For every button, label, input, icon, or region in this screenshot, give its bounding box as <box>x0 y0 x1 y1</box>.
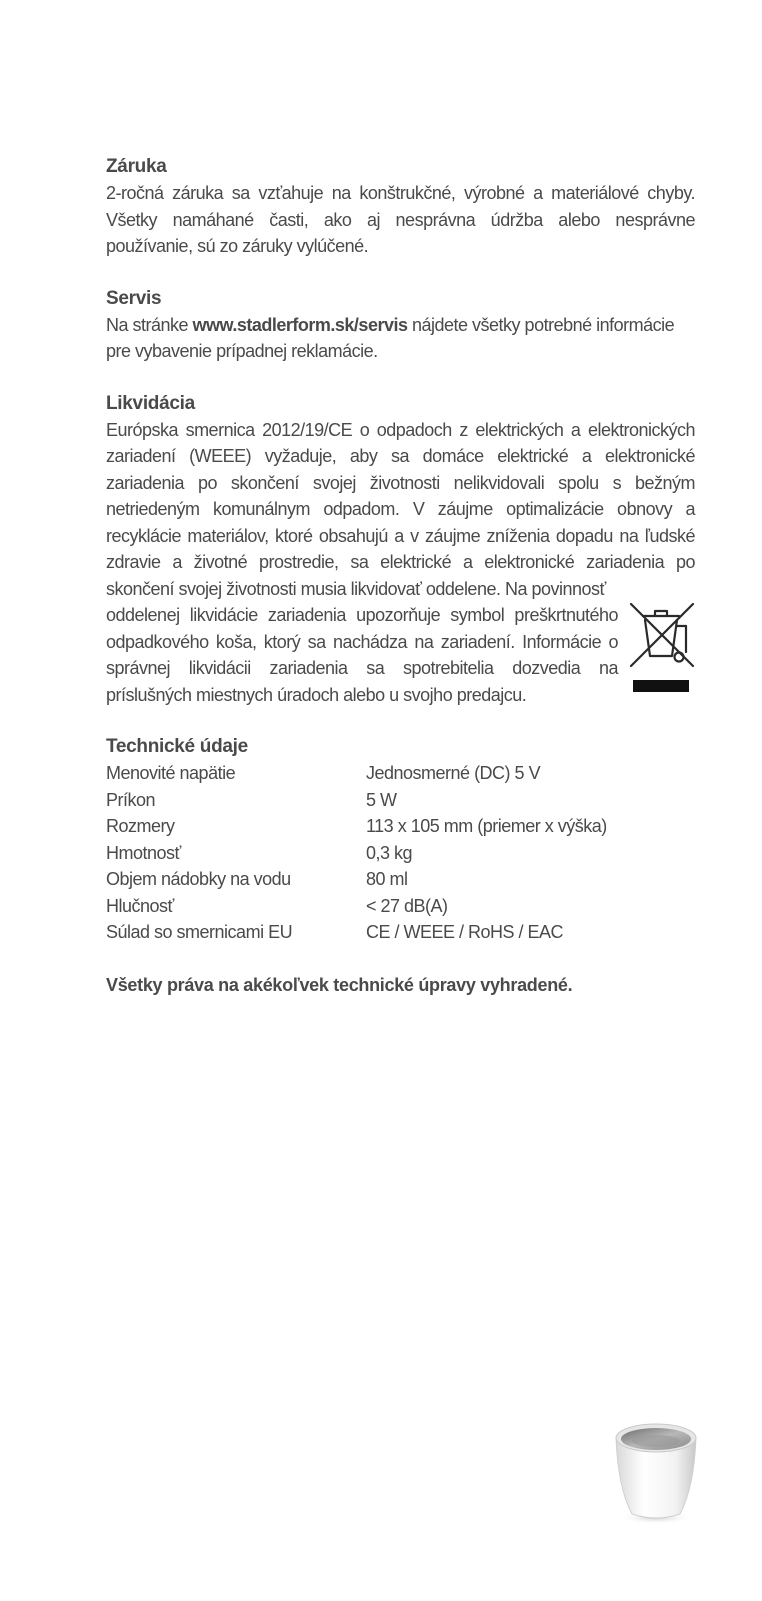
spec-label: Menovité napätie <box>106 763 236 783</box>
spec-value: CE / WEEE / RoHS / EAC <box>366 922 564 942</box>
service-text-before: Na stránke <box>106 314 193 335</box>
service-title: Servis <box>106 287 162 309</box>
service-text <box>106 312 695 365</box>
spec-label: Rozmery <box>106 816 175 836</box>
white-round-humidifier-image <box>610 1418 702 1526</box>
spec-label: Súlad so smernicami EU <box>106 922 293 942</box>
warranty-section <box>106 154 695 260</box>
spec-value: 113 x 105 mm (priemer x výška) <box>366 816 607 836</box>
document-page <box>106 154 695 998</box>
spec-label: Objem nádobky na vodu <box>106 869 291 889</box>
spec-value: Jednosmerné (DC) 5 V <box>366 763 541 783</box>
specs-section <box>106 734 695 946</box>
table-row <box>106 866 695 893</box>
table-row <box>106 813 695 840</box>
table-row <box>106 760 695 787</box>
rights-notice: Všetky práva na akékoľvek technické úpravy vyhradené. <box>106 974 573 995</box>
disposal-text-symbol: oddelenej likvidácie zariadenia upozorňuje symbol preškrtnutého odpadkového koša, ktorý sa nachádza na zariadení. Informácie o správnej likvidácii zariadenia sa spotrebitelia dozvedia na príslušných miestnych úradoch alebo u svojho predajcu. <box>106 605 618 705</box>
spec-label: Hmotnosť <box>106 842 181 863</box>
service-section <box>106 286 695 365</box>
spec-value: < 27 dB(A) <box>366 895 448 916</box>
spec-label: Hlučnosť <box>106 895 174 916</box>
warranty-title: Záruka <box>106 156 167 177</box>
table-row <box>106 919 695 946</box>
disposal-symbol-block <box>106 602 695 708</box>
crossed-out-wheelie-bin-icon <box>629 602 695 697</box>
warranty-text: 2-ročná záruka sa vzťahuje na konštrukčné, výrobné a materiálové chyby. Všetky namáhané časti, ako aj nesprávna údržba alebo nesprávne používanie, sú zo záruky vylúčené. <box>106 183 695 256</box>
service-link[interactable]: www.stadlerform.sk/servis <box>192 314 408 335</box>
spec-label: Príkon <box>106 789 156 810</box>
spec-value: 5 W <box>366 789 397 810</box>
spec-value: 80 ml <box>366 869 408 889</box>
table-row <box>106 840 695 867</box>
table-row <box>106 893 695 920</box>
disposal-text-main: Európska smernica 2012/19/CE o odpadoch z elektrických a elektronických zariadení (WEEE) vyžaduje, aby sa domáce elektrické a elektronické zariadenia po skončení svojej životnosti nelikvidovali spolu s bežným netriedeným komunálnym odpadom. V záujme optimalizácie obnovy a recyklácie materiálov, ktoré obsahujú a v záujme zníženia dopadu na ľudské zdravie a životné prostredie, sa elektrické a elektronické zariadenia po skončení svojej životnosti musia likvidovať oddelene. Na povinnosť <box>106 419 695 599</box>
table-row <box>106 787 695 814</box>
service-text-after: nájdete všetky potrebné informácie pre vybavenie prípadnej reklamácie. <box>106 314 675 361</box>
specs-title: Technické údaje <box>106 736 248 757</box>
specs-table <box>106 760 695 946</box>
disposal-title: Likvidácia <box>106 392 195 414</box>
disposal-section <box>106 391 695 709</box>
spec-value: 0,3 kg <box>366 842 413 863</box>
